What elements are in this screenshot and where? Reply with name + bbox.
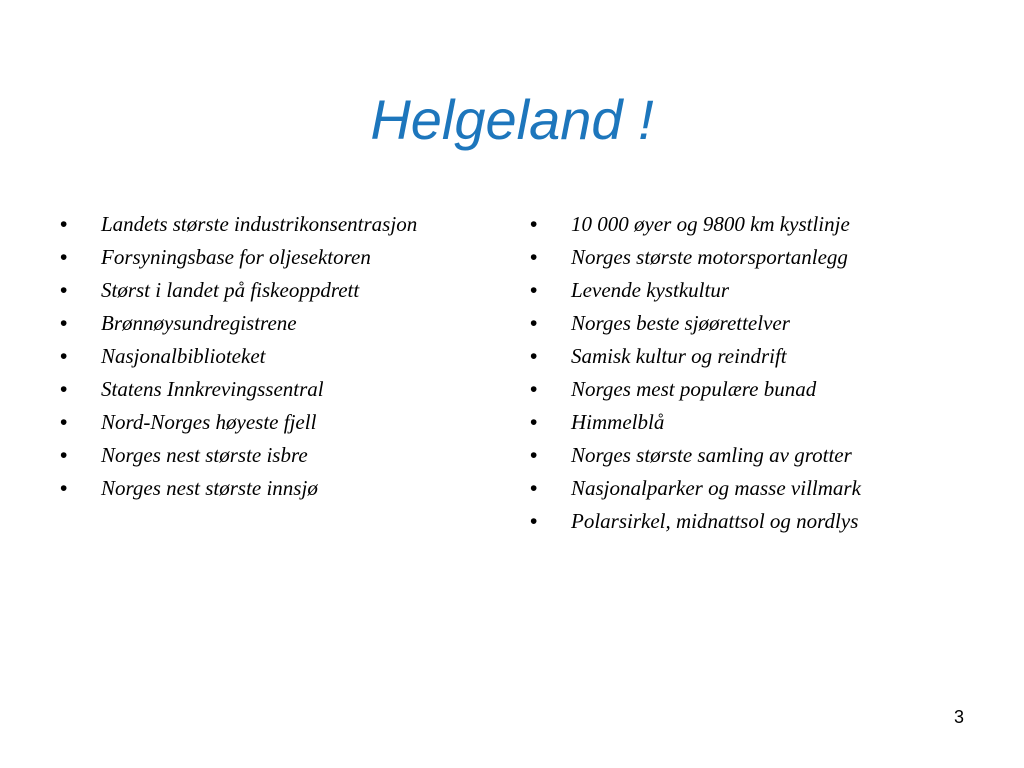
bullet-text: Størst i landet på fiskeoppdrett xyxy=(101,278,360,302)
bullet-icon: • xyxy=(530,378,538,401)
bullet-icon: • xyxy=(530,477,538,500)
bullet-item xyxy=(530,476,970,501)
bullet-icon: • xyxy=(60,345,68,368)
bullet-icon: • xyxy=(530,312,538,335)
bullet-item xyxy=(60,245,460,270)
bullet-icon: • xyxy=(60,312,68,335)
bullet-icon: • xyxy=(530,345,538,368)
bullet-item xyxy=(60,344,460,369)
bullet-text: Norges største samling av grotter xyxy=(571,443,852,467)
bullet-item xyxy=(60,377,460,402)
bullet-item xyxy=(530,278,970,303)
bullet-text: Nord-Norges høyeste fjell xyxy=(101,410,317,434)
bullet-text: Norges nest største isbre xyxy=(101,443,308,467)
bullet-icon: • xyxy=(60,279,68,302)
bullet-item xyxy=(60,311,460,336)
bullet-icon: • xyxy=(530,444,538,467)
bullet-item xyxy=(530,410,970,435)
bullet-text: Norges beste sjøørettelver xyxy=(571,311,790,335)
bullet-icon: • xyxy=(530,510,538,533)
bullet-icon: • xyxy=(60,378,68,401)
bullet-item xyxy=(530,509,970,534)
bullet-item xyxy=(60,476,460,501)
bullet-text: Landets største industrikonsentrasjon xyxy=(101,212,418,236)
bullet-text: Norges nest største innsjø xyxy=(101,476,318,500)
right-bullet-list xyxy=(530,212,970,542)
bullet-text: Samisk kultur og reindrift xyxy=(571,344,787,368)
bullet-icon: • xyxy=(530,411,538,434)
bullet-text: Norges største motorsportanlegg xyxy=(571,245,848,269)
bullet-text: Levende kystkultur xyxy=(571,278,730,302)
bullet-text: Himmelblå xyxy=(571,410,665,434)
bullet-text: Brønnøysundregistrene xyxy=(101,311,297,335)
slide-number: 3 xyxy=(953,707,964,727)
bullet-item xyxy=(60,278,460,303)
bullet-item xyxy=(60,212,460,237)
slide-title: Helgeland ! xyxy=(370,88,654,151)
bullet-icon: • xyxy=(530,246,538,269)
bullet-icon: • xyxy=(530,213,538,236)
bullet-icon: • xyxy=(530,279,538,302)
bullet-item xyxy=(530,311,970,336)
bullet-item xyxy=(530,245,970,270)
bullet-item xyxy=(530,443,970,468)
bullet-text: Polarsirkel, midnattsol og nordlys xyxy=(571,509,859,533)
bullet-item xyxy=(60,443,460,468)
bullet-text: Forsyningsbase for oljesektoren xyxy=(101,245,371,269)
bullet-text: Nasjonalbiblioteket xyxy=(101,344,266,368)
bullet-icon: • xyxy=(60,411,68,434)
bullet-text: Statens Innkrevingssentral xyxy=(101,377,324,401)
bullet-icon: • xyxy=(60,246,68,269)
bullet-item xyxy=(530,377,970,402)
left-bullet-list xyxy=(60,212,460,509)
bullet-text: 10 000 øyer og 9800 km kystlinje xyxy=(571,212,850,236)
bullet-item xyxy=(530,212,970,237)
bullet-icon: • xyxy=(60,477,68,500)
bullet-item xyxy=(530,344,970,369)
bullet-item xyxy=(60,410,460,435)
bullet-icon: • xyxy=(60,444,68,467)
bullet-text: Norges mest populære bunad xyxy=(571,377,817,401)
bullet-icon: • xyxy=(60,213,68,236)
bullet-text: Nasjonalparker og masse villmark xyxy=(571,476,861,500)
